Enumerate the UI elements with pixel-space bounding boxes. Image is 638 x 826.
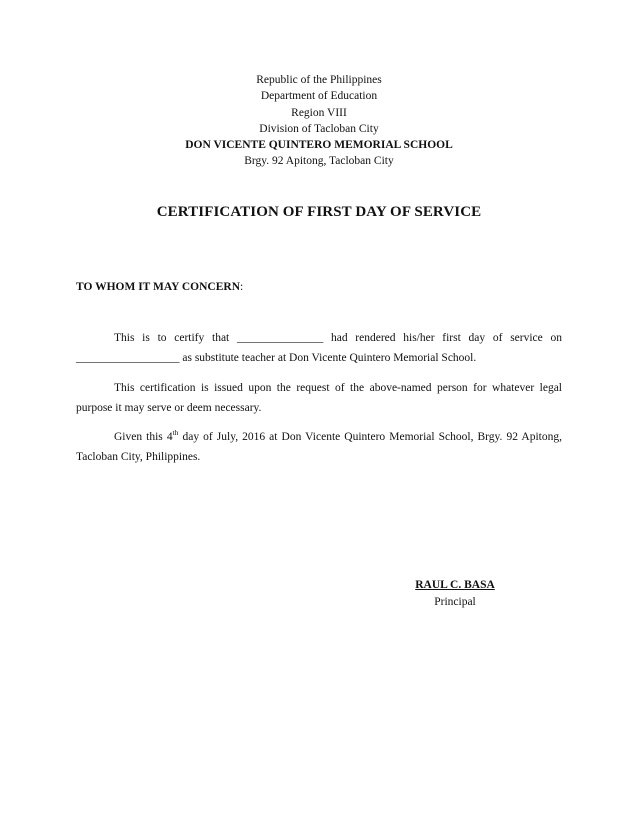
letterhead-republic: Republic of the Philippines [256,74,382,86]
school-name: DON VICENTE QUINTERO MEMORIAL SCHOOL [185,139,453,152]
certify-paragraph [76,328,562,368]
signature-block [400,577,510,611]
letterhead-division: Division of Tacloban City [259,122,379,135]
certify-text-2: had rendered his/her first day of service on [323,332,562,344]
salutation-colon: : [240,281,244,293]
letterhead [0,72,638,170]
letterhead-region: Region VIII [291,106,347,119]
letterhead-department: Department of Education [260,90,378,103]
signatory-title: Principal [434,596,476,608]
given-paragraph [76,427,562,467]
signatory-name: RAUL C. BASA [415,579,495,591]
ordinal-suffix: th [172,428,179,438]
school-address: Brgy. 92 Apitong, Tacloban City [244,155,394,168]
given-text-1: Given this 4 [114,431,173,443]
name-blank: _______________ [236,332,324,344]
date-blank: __________________ [76,352,180,364]
certify-text-1: This is to certify that [114,332,237,344]
document-title: CERTIFICATION OF FIRST DAY OF SERVICE [156,204,482,220]
given-text-2: day of July, 2016 at Don Vicente Quintero Memorial School, Brgy. 92 Apitong, Tacloban City, Philippines. [76,431,562,463]
salutation-text: TO WHOM IT MAY CONCERN [76,281,241,293]
certify-text-3: as substitute teacher at Don Vicente Quintero Memorial School. [179,352,477,364]
salutation [76,281,243,293]
purpose-paragraph: This certification is issued upon the request of the above-named person for whatever legal purpose it may serve or deem necessary. [76,382,562,414]
